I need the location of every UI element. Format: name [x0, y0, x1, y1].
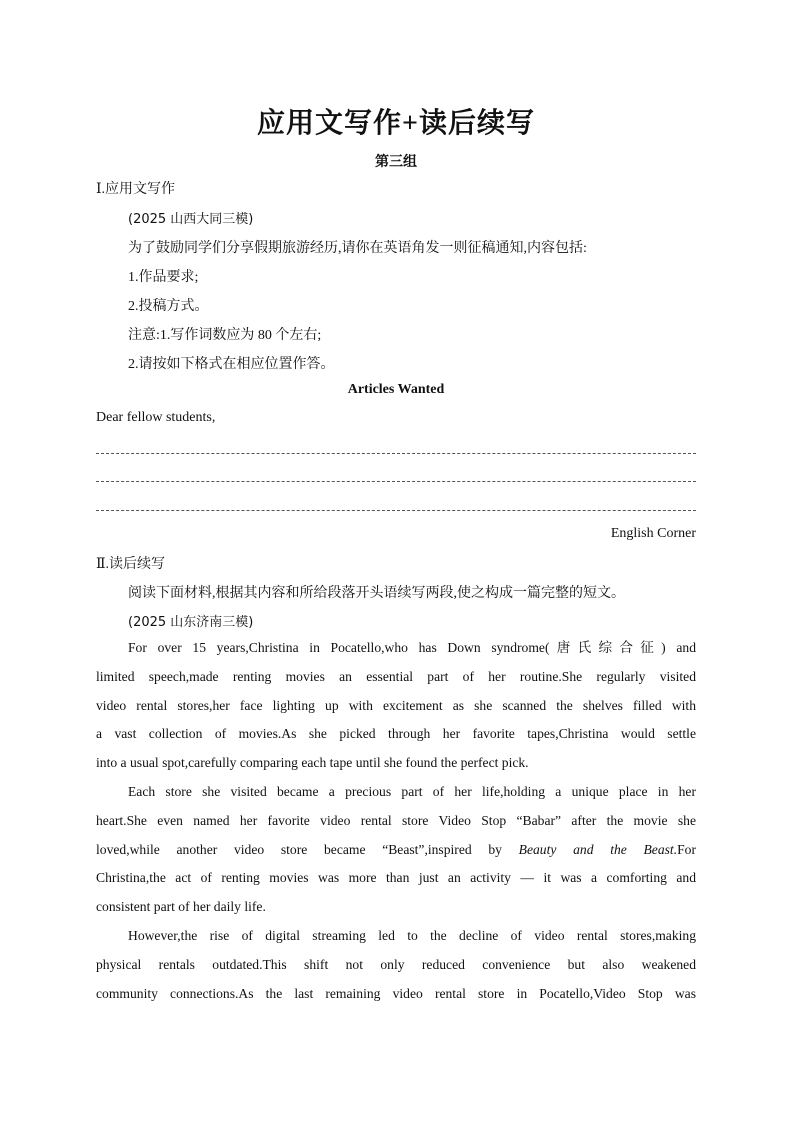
- passage-paragraph-1: [96, 634, 696, 778]
- passage-line: a vast collection of movies.As she picked through her favorite tapes,Christina would settle: [96, 726, 696, 742]
- letter-salutation: Dear fellow students,: [96, 410, 216, 425]
- section1-heading: Ⅰ.应用文写作: [96, 182, 176, 197]
- passage-line: video rental stores,her face lighting up with excitement as she scanned the shelves filled with: [96, 697, 696, 713]
- passage-line: community connections.As the last remaining video rental store in Pocatello,Video Stop was: [96, 985, 696, 1001]
- passage-line: limited speech,made renting movies an essential part of her routine.She regularly visited: [96, 668, 696, 684]
- section2-source: (2025 山东济南三模): [128, 615, 254, 630]
- note-2: 2.请按如下格式在相应位置作答。: [128, 357, 335, 372]
- page-title: 应用文写作+读后续写: [257, 108, 535, 139]
- passage-line: However,the rise of digital streaming led to the decline of video rental stores,making: [128, 928, 696, 943]
- requirement-item-2: 2.投稿方式。: [128, 299, 209, 314]
- letter-title: Articles Wanted: [347, 382, 445, 397]
- section2-instruction: 阅读下面材料,根据其内容和所给段落开头语续写两段,使之构成一篇完整的短文。: [128, 586, 625, 601]
- film-title: Beauty and the Beast.: [518, 841, 678, 857]
- passage-line: into a usual spot,carefully comparing each tape until she found the perfect pick.: [96, 755, 529, 771]
- passage-paragraph-2: [96, 778, 696, 922]
- answer-line: [96, 481, 696, 482]
- page-subtitle: 第三组: [375, 155, 417, 170]
- answer-line: [96, 453, 696, 454]
- passage-line: consistent part of her daily life.: [96, 899, 266, 915]
- passage-text: loved,while another video store became “Beast”,inspired by: [96, 841, 502, 857]
- passage-line: heart.She even named her favorite video rental store Video Stop “Babar” after the movie she: [96, 812, 696, 828]
- letter-signature: English Corner: [610, 526, 696, 541]
- passage-line: Each store she visited became a precious part of her life,holding a unique place in her: [128, 784, 696, 799]
- note-1: 注意:1.写作词数应为 80 个左右;: [128, 328, 322, 343]
- section1-source: (2025 山西大同三模): [128, 212, 254, 227]
- passage-line: For over 15 years,Christina in Pocatello,who has Down syndrome(唐氏综合征) and: [128, 640, 696, 655]
- passage-text: For: [677, 841, 696, 857]
- passage-line: [96, 836, 696, 865]
- passage-line: physical rentals outdated.This shift not only reduced convenience but also weakened: [96, 956, 696, 972]
- answer-line: [96, 510, 696, 511]
- requirement-item-1: 1.作品要求;: [128, 270, 199, 285]
- section2-heading: Ⅱ.读后续写: [96, 557, 166, 572]
- passage-line: Christina,the act of renting movies was more than just an activity — it was a comforting and: [96, 870, 696, 886]
- section1-prompt: 为了鼓励同学们分享假期旅游经历,请你在英语角发一则征稿通知,内容包括:: [128, 241, 587, 256]
- passage-paragraph-3: [96, 922, 696, 1008]
